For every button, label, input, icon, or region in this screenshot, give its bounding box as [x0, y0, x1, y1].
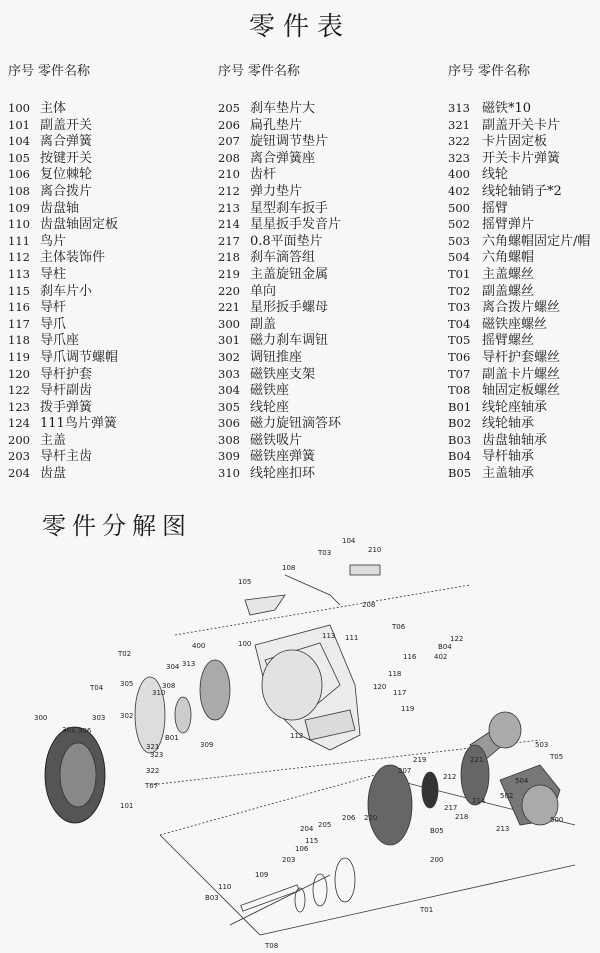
part-name: 副盖开关 — [40, 117, 93, 133]
part-row — [218, 465, 428, 482]
part-name: 线轮轴承 — [482, 416, 535, 432]
part-number: 308 — [218, 432, 240, 447]
callout-label: 212 — [443, 773, 457, 781]
part-number: 504 — [448, 250, 470, 265]
part-number: B02 — [448, 416, 472, 431]
part-number: T06 — [448, 349, 471, 364]
part-name: 弹力垫片 — [250, 183, 303, 199]
part-name: 刹车滴答组 — [250, 250, 316, 266]
part-row — [218, 283, 428, 300]
callout-label: 400 — [192, 642, 206, 650]
part-name: 齿盘轴轴承 — [482, 432, 548, 448]
callout-label: B05 — [430, 827, 444, 835]
part-name: 副盖 — [250, 316, 277, 332]
part-name: 刹车片小 — [40, 283, 93, 299]
part-number: 109 — [8, 200, 30, 215]
part-number: T01 — [448, 266, 471, 281]
part-number: 217 — [218, 233, 240, 248]
part-row — [448, 233, 598, 250]
callout-label: 109 — [255, 871, 269, 879]
part-number: 117 — [8, 316, 30, 331]
part-row — [218, 100, 428, 117]
part-name: 导杆护套螺丝 — [482, 349, 561, 365]
callout-label: 305 — [120, 680, 134, 688]
callout-label: 504 — [515, 777, 529, 785]
part-name: 离合弹簧 — [40, 134, 93, 150]
part-number: 120 — [8, 366, 30, 381]
callout-label: 302 — [120, 712, 134, 720]
part-name: 导柱 — [40, 266, 67, 282]
part-row — [8, 200, 208, 217]
part-name: 按键开关 — [40, 150, 93, 166]
part-name: 复位棘轮 — [40, 167, 93, 183]
part-number: 212 — [218, 183, 240, 198]
callout-label: 204 — [300, 825, 314, 833]
part-row — [8, 133, 208, 150]
part-number: 100 — [8, 101, 30, 115]
part-name: 主盖螺丝 — [482, 266, 535, 282]
part-number: 304 — [218, 383, 240, 398]
callout-label: 303 — [92, 714, 106, 722]
callout-label: T05 — [550, 753, 564, 761]
callout-label: 110 — [218, 883, 232, 891]
part-number: 503 — [448, 233, 470, 248]
callout-label: T06 — [392, 623, 406, 631]
callout-label: T07 — [145, 782, 159, 790]
part-row — [8, 100, 208, 117]
part-row — [218, 382, 428, 399]
callout-label: 111 — [345, 634, 359, 642]
part-number: 309 — [218, 449, 240, 464]
part-name: 磁力旋钮滴答环 — [250, 416, 342, 432]
callout-label: 321 — [146, 743, 160, 751]
callout-label: 210 — [368, 546, 382, 554]
callout-label: 310 — [152, 689, 166, 697]
part-name: 副盖开关卡片 — [482, 117, 561, 133]
part-name: 线轮轴销子*2 — [482, 183, 562, 199]
part-name: 磁铁座螺丝 — [482, 316, 548, 332]
part-row — [8, 316, 208, 333]
part-name: 导杆副齿 — [40, 383, 93, 399]
callout-label: 116 — [403, 653, 417, 661]
part-name: 主盖轴承 — [482, 466, 535, 482]
part-number: 400 — [448, 167, 470, 182]
callout-label: B01 — [165, 734, 179, 742]
header-name: 零件名称 — [478, 64, 531, 79]
parts-list — [8, 100, 208, 482]
parts-column-1 — [8, 60, 208, 482]
callout-label: 117 — [393, 689, 407, 697]
callout-label: 120 — [373, 683, 387, 691]
part-row — [218, 133, 428, 150]
callout-label: 503 — [535, 741, 549, 749]
part-number: 118 — [8, 333, 30, 348]
part-name: 离合拨片螺丝 — [482, 300, 561, 316]
callout-label: 200 — [430, 856, 444, 864]
part-name: 线轮 — [482, 167, 509, 183]
callout-label: 304 — [166, 663, 180, 671]
part-name: 离合拨片 — [40, 183, 93, 199]
part-name: 齿盘轴 — [40, 200, 80, 216]
part-name: 磁铁座弹簧 — [250, 449, 316, 465]
part-row — [8, 283, 208, 300]
callout-label: 301 — [62, 726, 76, 734]
part-number: T03 — [448, 300, 471, 315]
part-name: 磁铁座 — [250, 383, 290, 399]
part-row — [448, 415, 598, 432]
part-name: 刹车垫片大 — [250, 101, 316, 116]
exploded-view-diagram — [0, 535, 600, 953]
callout-label: 113 — [322, 632, 336, 640]
callout-label: B04 — [438, 643, 452, 651]
part-number: 106 — [8, 167, 30, 182]
parts-list — [448, 100, 598, 482]
part-number: 113 — [8, 266, 30, 281]
part-name: 摇臂 — [482, 200, 509, 216]
callout-label: 101 — [120, 802, 134, 810]
part-row — [8, 166, 208, 183]
part-number: T07 — [448, 366, 471, 381]
callout-label: 402 — [434, 653, 448, 661]
callout-label: 500 — [550, 816, 564, 824]
part-row — [218, 216, 428, 233]
part-name: 导杆主齿 — [40, 449, 93, 465]
part-number: 322 — [448, 134, 470, 149]
part-number: 219 — [218, 266, 240, 281]
part-number: 105 — [8, 150, 30, 165]
part-row — [8, 216, 208, 233]
part-name: 0.8平面垫片 — [250, 233, 323, 249]
part-number: 204 — [8, 466, 30, 481]
part-row — [8, 266, 208, 283]
part-name: 齿杆 — [250, 167, 277, 183]
part-name: 磁铁吸片 — [250, 432, 303, 448]
callout-label: 119 — [401, 705, 415, 713]
callout-label: 105 — [238, 578, 252, 586]
part-name: 主体 — [40, 101, 67, 116]
callout-label: 309 — [200, 741, 214, 749]
part-row — [448, 200, 598, 217]
part-number: T05 — [448, 333, 471, 348]
part-number: 205 — [218, 101, 240, 115]
callout-label: T04 — [90, 684, 104, 692]
part-row — [8, 432, 208, 449]
part-row — [448, 216, 598, 233]
part-row — [448, 166, 598, 183]
part-row — [448, 465, 598, 482]
part-name: 副盖螺丝 — [482, 283, 535, 299]
part-row — [448, 382, 598, 399]
part-number: 122 — [8, 383, 30, 398]
header-num: 序号 — [8, 64, 35, 79]
part-row — [218, 332, 428, 349]
header-name: 零件名称 — [38, 64, 91, 79]
part-number: 104 — [8, 134, 30, 149]
part-row — [8, 249, 208, 266]
part-number: 300 — [218, 316, 240, 331]
part-name: 六角螺帽 — [482, 250, 535, 266]
diagram-title: 零件分解图 — [42, 512, 192, 540]
part-row — [8, 349, 208, 366]
part-row — [448, 399, 598, 416]
callout-label: T08 — [265, 942, 279, 950]
part-number: 108 — [8, 183, 30, 198]
part-name: 摇臂螺丝 — [482, 333, 535, 349]
part-row — [448, 266, 598, 283]
part-row — [218, 183, 428, 200]
part-row — [218, 316, 428, 333]
part-row — [448, 332, 598, 349]
part-number: 306 — [218, 416, 240, 431]
part-row — [218, 366, 428, 383]
part-name: 单向 — [250, 283, 277, 299]
part-name: 导爪调节螺帽 — [40, 349, 119, 365]
callout-label: 122 — [450, 635, 464, 643]
part-number: 115 — [8, 283, 30, 298]
part-row — [448, 133, 598, 150]
part-name: 齿盘轴固定板 — [40, 217, 119, 233]
part-name: 离合弹簧座 — [250, 150, 316, 166]
part-row — [8, 415, 208, 432]
part-row — [218, 349, 428, 366]
part-number: 110 — [8, 217, 30, 232]
part-row — [448, 100, 598, 117]
part-number: 210 — [218, 167, 240, 182]
part-row — [448, 249, 598, 266]
column-header — [218, 60, 428, 79]
part-row — [218, 266, 428, 283]
part-name: 拨手弹簧 — [40, 399, 93, 415]
callout-label: 100 — [238, 640, 252, 648]
part-row — [218, 415, 428, 432]
part-row — [218, 399, 428, 416]
part-row — [448, 299, 598, 316]
part-number: 124 — [8, 416, 30, 431]
part-name: 导爪 — [40, 316, 67, 332]
part-row — [8, 448, 208, 465]
callout-label: 220 — [364, 814, 378, 822]
callout-label: 217 — [444, 804, 458, 812]
part-number: 208 — [218, 150, 240, 165]
part-name: 扁孔垫片 — [250, 117, 303, 133]
part-row — [448, 366, 598, 383]
callout-label: 214 — [472, 797, 486, 805]
part-number: 203 — [8, 449, 30, 464]
part-name: 摇臂弹片 — [482, 217, 535, 233]
callout-label: 108 — [282, 564, 296, 572]
callout-label: 208 — [362, 601, 376, 609]
part-name: 导杆护套 — [40, 366, 93, 382]
part-name: 主盖旋钮金属 — [250, 266, 329, 282]
part-row — [448, 283, 598, 300]
part-row — [218, 166, 428, 183]
part-name: 导杆 — [40, 300, 67, 316]
column-header — [448, 60, 598, 79]
header-name: 零件名称 — [248, 64, 301, 79]
part-number: 402 — [448, 183, 470, 198]
callout-label: 106 — [295, 845, 309, 853]
callout-label: 313 — [182, 660, 196, 668]
part-row — [448, 117, 598, 134]
part-number: T04 — [448, 316, 471, 331]
part-row — [218, 117, 428, 134]
part-number: 303 — [218, 366, 240, 381]
part-number: 305 — [218, 399, 240, 414]
callout-label: 219 — [413, 756, 427, 764]
part-number: 111 — [8, 233, 30, 248]
parts-column-2 — [218, 60, 428, 482]
part-name: 线轮座扣环 — [250, 466, 316, 482]
callout-label: 115 — [305, 837, 319, 845]
callout-label: B03 — [205, 894, 219, 902]
part-number: T02 — [448, 283, 471, 298]
callout-label: 502 — [500, 792, 514, 800]
part-name: 副盖卡片螺丝 — [482, 366, 561, 382]
part-number: 323 — [448, 150, 470, 165]
callout-label: 207 — [398, 767, 412, 775]
part-name: 调钮推座 — [250, 349, 303, 365]
part-row — [218, 299, 428, 316]
part-number: 214 — [218, 217, 240, 232]
part-name: 线轮座 — [250, 399, 290, 415]
part-name: 轴固定板螺丝 — [482, 383, 561, 399]
callout-label: 308 — [162, 682, 176, 690]
part-name: 星星扳手发音片 — [250, 217, 342, 233]
part-number: 207 — [218, 134, 240, 149]
callout-label: 205 — [318, 821, 332, 829]
part-row — [218, 249, 428, 266]
part-name: 卡片固定板 — [482, 134, 548, 150]
part-number: B01 — [448, 399, 472, 414]
part-name: 导爪座 — [40, 333, 80, 349]
part-name: 星型刹车扳手 — [250, 200, 329, 216]
part-number: 221 — [218, 300, 240, 315]
part-number: 213 — [218, 200, 240, 215]
callout-label: T03 — [318, 549, 332, 557]
part-row — [8, 332, 208, 349]
callout-label: 300 — [34, 714, 48, 722]
part-number: 220 — [218, 283, 240, 298]
callout-label: 306 — [78, 727, 92, 735]
callout-label: 322 — [146, 767, 160, 775]
column-header — [8, 60, 208, 79]
callout-label: 206 — [342, 814, 356, 822]
part-row — [8, 117, 208, 134]
parts-column-3 — [448, 60, 598, 482]
part-number: 218 — [218, 250, 240, 265]
part-name: 星形扳手螺母 — [250, 300, 329, 316]
part-number: 302 — [218, 349, 240, 364]
part-row — [8, 366, 208, 383]
part-row — [8, 150, 208, 167]
part-name: 磁铁*10 — [482, 101, 532, 116]
part-row — [218, 233, 428, 250]
part-row — [218, 432, 428, 449]
part-number: B05 — [448, 466, 472, 481]
part-row — [448, 316, 598, 333]
part-number: 206 — [218, 117, 240, 132]
part-row — [8, 299, 208, 316]
part-number: 101 — [8, 117, 30, 132]
part-row — [8, 465, 208, 482]
part-name: 磁铁座支架 — [250, 366, 316, 382]
part-row — [448, 349, 598, 366]
callout-label: 118 — [388, 670, 402, 678]
part-number: 116 — [8, 300, 30, 315]
callout-label: 203 — [282, 856, 296, 864]
part-number: 123 — [8, 399, 30, 414]
part-row — [218, 150, 428, 167]
callout-label: 323 — [150, 751, 164, 759]
part-row — [448, 150, 598, 167]
part-number: T08 — [448, 383, 471, 398]
part-row — [218, 200, 428, 217]
part-name: 主体装饰件 — [40, 250, 106, 266]
part-row — [218, 448, 428, 465]
part-row — [448, 432, 598, 449]
part-number: 301 — [218, 333, 240, 348]
callout-label: 104 — [342, 537, 356, 545]
part-number: 321 — [448, 117, 470, 132]
part-row — [8, 233, 208, 250]
part-name: 磁力刹车调钮 — [250, 333, 329, 349]
part-number: B03 — [448, 432, 472, 447]
callout-label: 213 — [496, 825, 510, 833]
part-row — [8, 183, 208, 200]
part-name: 线轮座轴承 — [482, 399, 548, 415]
part-number: 313 — [448, 101, 470, 115]
callout-label: 112 — [290, 732, 304, 740]
callout-label: 218 — [455, 813, 469, 821]
page-title: 零件表 — [248, 12, 351, 42]
header-num: 序号 — [218, 64, 245, 79]
part-number: 119 — [8, 349, 30, 364]
part-number: 502 — [448, 217, 470, 232]
parts-list — [218, 100, 428, 482]
callout-label: 221 — [470, 756, 484, 764]
part-number: 500 — [448, 200, 470, 215]
part-name: 主盖 — [40, 432, 67, 448]
part-name: 111鸟片弹簧 — [40, 416, 117, 432]
part-row — [8, 382, 208, 399]
part-number: B04 — [448, 449, 472, 464]
part-row — [448, 448, 598, 465]
part-name: 齿盘 — [40, 466, 67, 482]
part-number: 200 — [8, 432, 30, 447]
part-number: 310 — [218, 466, 240, 481]
part-name: 导杆轴承 — [482, 449, 535, 465]
part-name: 旋钮调节垫片 — [250, 134, 329, 150]
part-name: 鸟片 — [40, 233, 67, 249]
callout-label: T01 — [420, 906, 434, 914]
callout-label: T02 — [118, 650, 132, 658]
part-name: 开关卡片弹簧 — [482, 150, 561, 166]
part-number: 112 — [8, 250, 30, 265]
header-num: 序号 — [448, 64, 475, 79]
part-name: 六角螺帽固定片/帽 — [482, 233, 591, 249]
part-row — [8, 399, 208, 416]
part-row — [448, 183, 598, 200]
